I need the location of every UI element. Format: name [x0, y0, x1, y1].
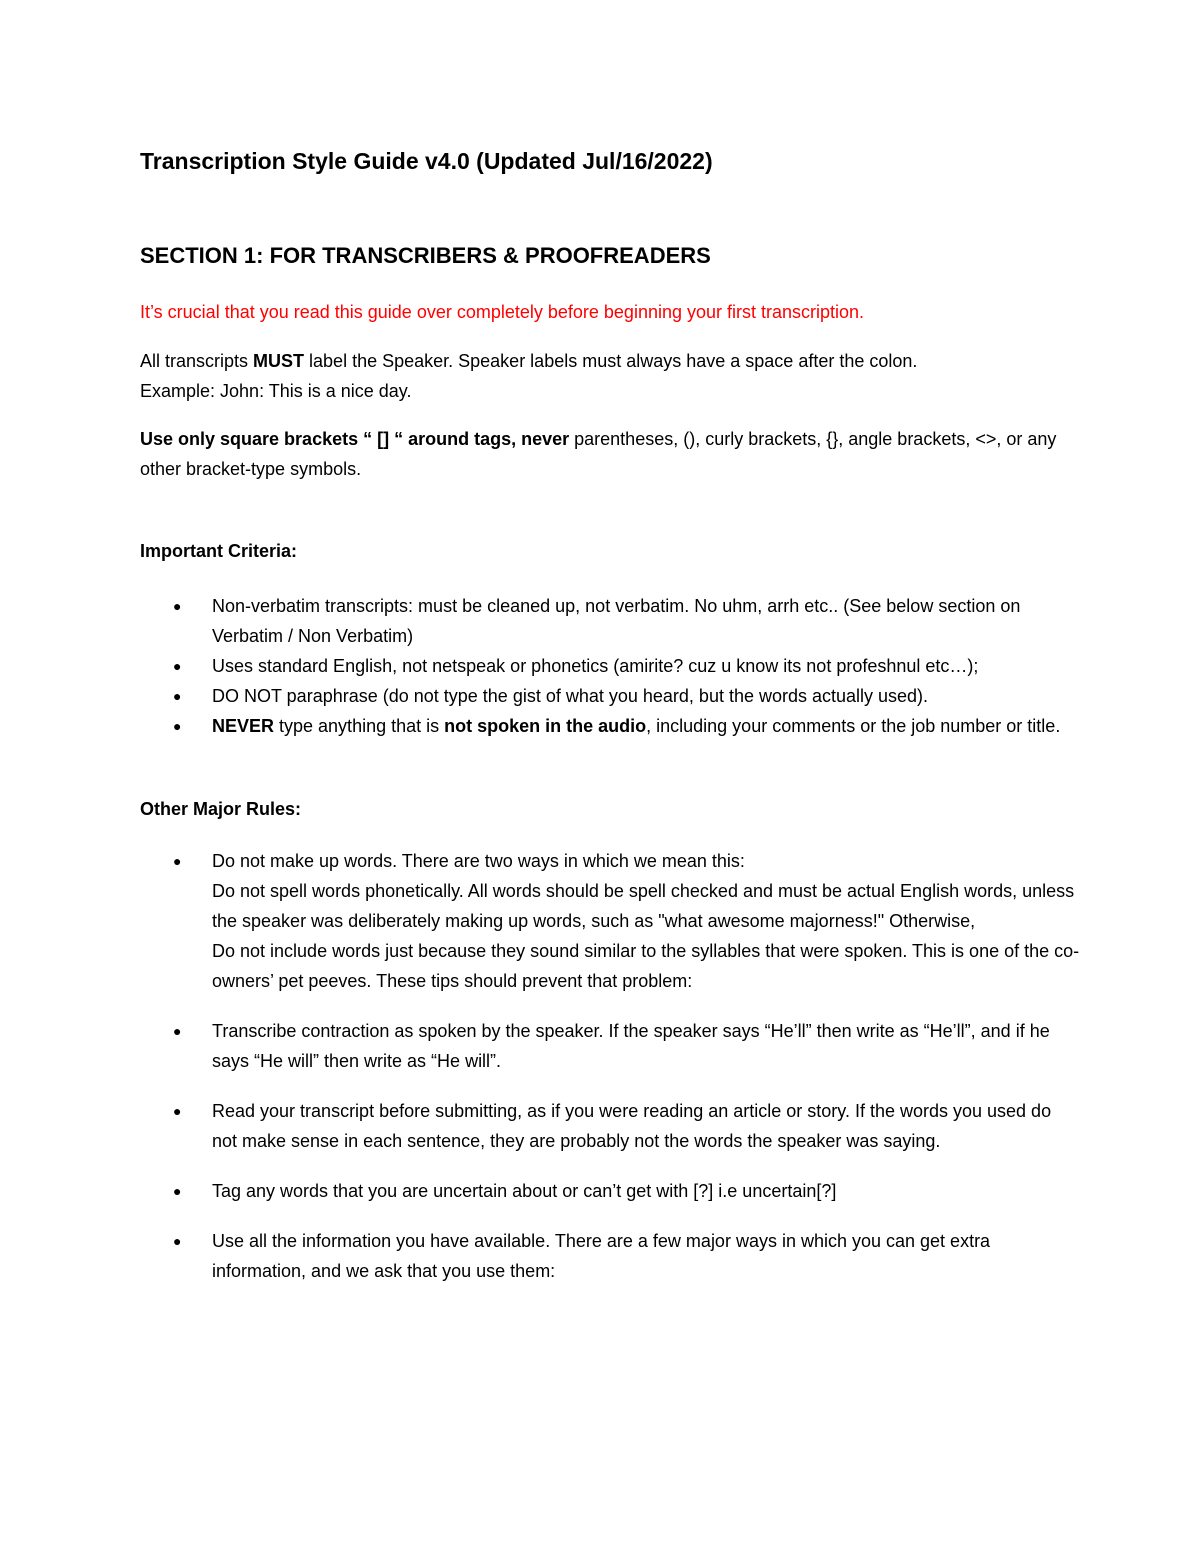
list-item-text: , including your comments or the job number or title. [646, 716, 1061, 736]
important-criteria-heading: Important Criteria: [140, 541, 298, 561]
brackets-para-text: parentheses, (), curly brackets, {}, angle brackets, <>, or any other bracket-type symbols. [140, 429, 1057, 479]
warning-text: It’s crucial that you read this guide over completely before beginning your first transcription. [140, 302, 865, 322]
speaker-para-text-2: label the Speaker. Speaker labels must always have a space after the colon. [304, 351, 918, 371]
list-item-text: Tag any words that you are uncertain about or can’t get with [?] i.e uncertain[?] [212, 1181, 837, 1201]
other-rules-list [140, 846, 1080, 1306]
list-item [140, 1226, 1080, 1286]
list-item-text: Do not make up words. There are two ways in which we mean this: [212, 851, 745, 871]
bullet-icon: ● [173, 1103, 182, 1119]
list-item [140, 1176, 1080, 1206]
bullet-icon: ● [173, 1233, 182, 1249]
list-item-text: Non-verbatim transcripts: must be cleaned up, not verbatim. No uhm, arrh etc.. (See below section on Verbatim / Non Verbatim) [212, 596, 1021, 646]
bullet-icon: ● [173, 1023, 182, 1039]
speaker-label-paragraph [140, 346, 1070, 406]
brackets-para-bold: Use only square brackets “ [] “ around tags, never [140, 429, 570, 449]
list-item [140, 1016, 1080, 1076]
bullet-icon: ● [173, 853, 182, 869]
list-item [140, 711, 1080, 741]
list-item-text: Transcribe contraction as spoken by the speaker. If the speaker says “He’ll” then write as “He’ll”, and if he says “He will” then write as “He will”. [212, 1021, 1050, 1071]
list-item [140, 1096, 1080, 1156]
bullet-icon: ● [173, 688, 182, 704]
bullet-icon: ● [173, 1183, 182, 1199]
list-item-text: Read your transcript before submitting, as if you were reading an article or story. If the words you used do not make sense in each sentence, they are probably not the words the speaker was saying. [212, 1101, 1052, 1151]
other-major-rules-heading: Other Major Rules: [140, 799, 302, 819]
list-item-text: Do not include words just because they sound similar to the syllables that were spoken. This is one of the co-owners’ pet peeves. These tips should prevent that problem: [212, 941, 1080, 991]
list-item-text: Uses standard English, not netspeak or phonetics (amirite? cuz u know its not profeshnul etc…); [212, 656, 979, 676]
brackets-paragraph [140, 424, 1070, 484]
list-item-bold: not spoken in the audio [444, 716, 647, 736]
speaker-para-bold: MUST [253, 351, 305, 371]
list-item-text: Use all the information you have available. There are a few major ways in which you can get extra information, and we ask that you use them: [212, 1231, 991, 1281]
list-item-text: Do not spell words phonetically. All words should be spell checked and must be actual English words, unless the speaker was deliberately making up words, such as "what awesome majorness!" Otherwise, [212, 881, 1075, 931]
list-item-text: type anything that is [274, 716, 445, 736]
bullet-icon: ● [173, 598, 182, 614]
speaker-example: Example: John: This is a nice day. [140, 381, 412, 401]
speaker-para-text: All transcripts [140, 351, 254, 371]
list-item [140, 681, 1080, 711]
list-item [140, 591, 1080, 651]
document-title: Transcription Style Guide v4.0 (Updated Jul/16/2022) [140, 148, 713, 174]
list-item [140, 846, 1080, 996]
list-item-bold: NEVER [212, 716, 275, 736]
bullet-icon: ● [173, 658, 182, 674]
bullet-icon: ● [173, 718, 182, 734]
section-heading: SECTION 1: FOR TRANSCRIBERS & PROOFREADERS [140, 243, 711, 268]
list-item-text: DO NOT paraphrase (do not type the gist of what you heard, but the words actually used). [212, 686, 929, 706]
important-criteria-list [140, 591, 1080, 741]
list-item [140, 651, 1080, 681]
